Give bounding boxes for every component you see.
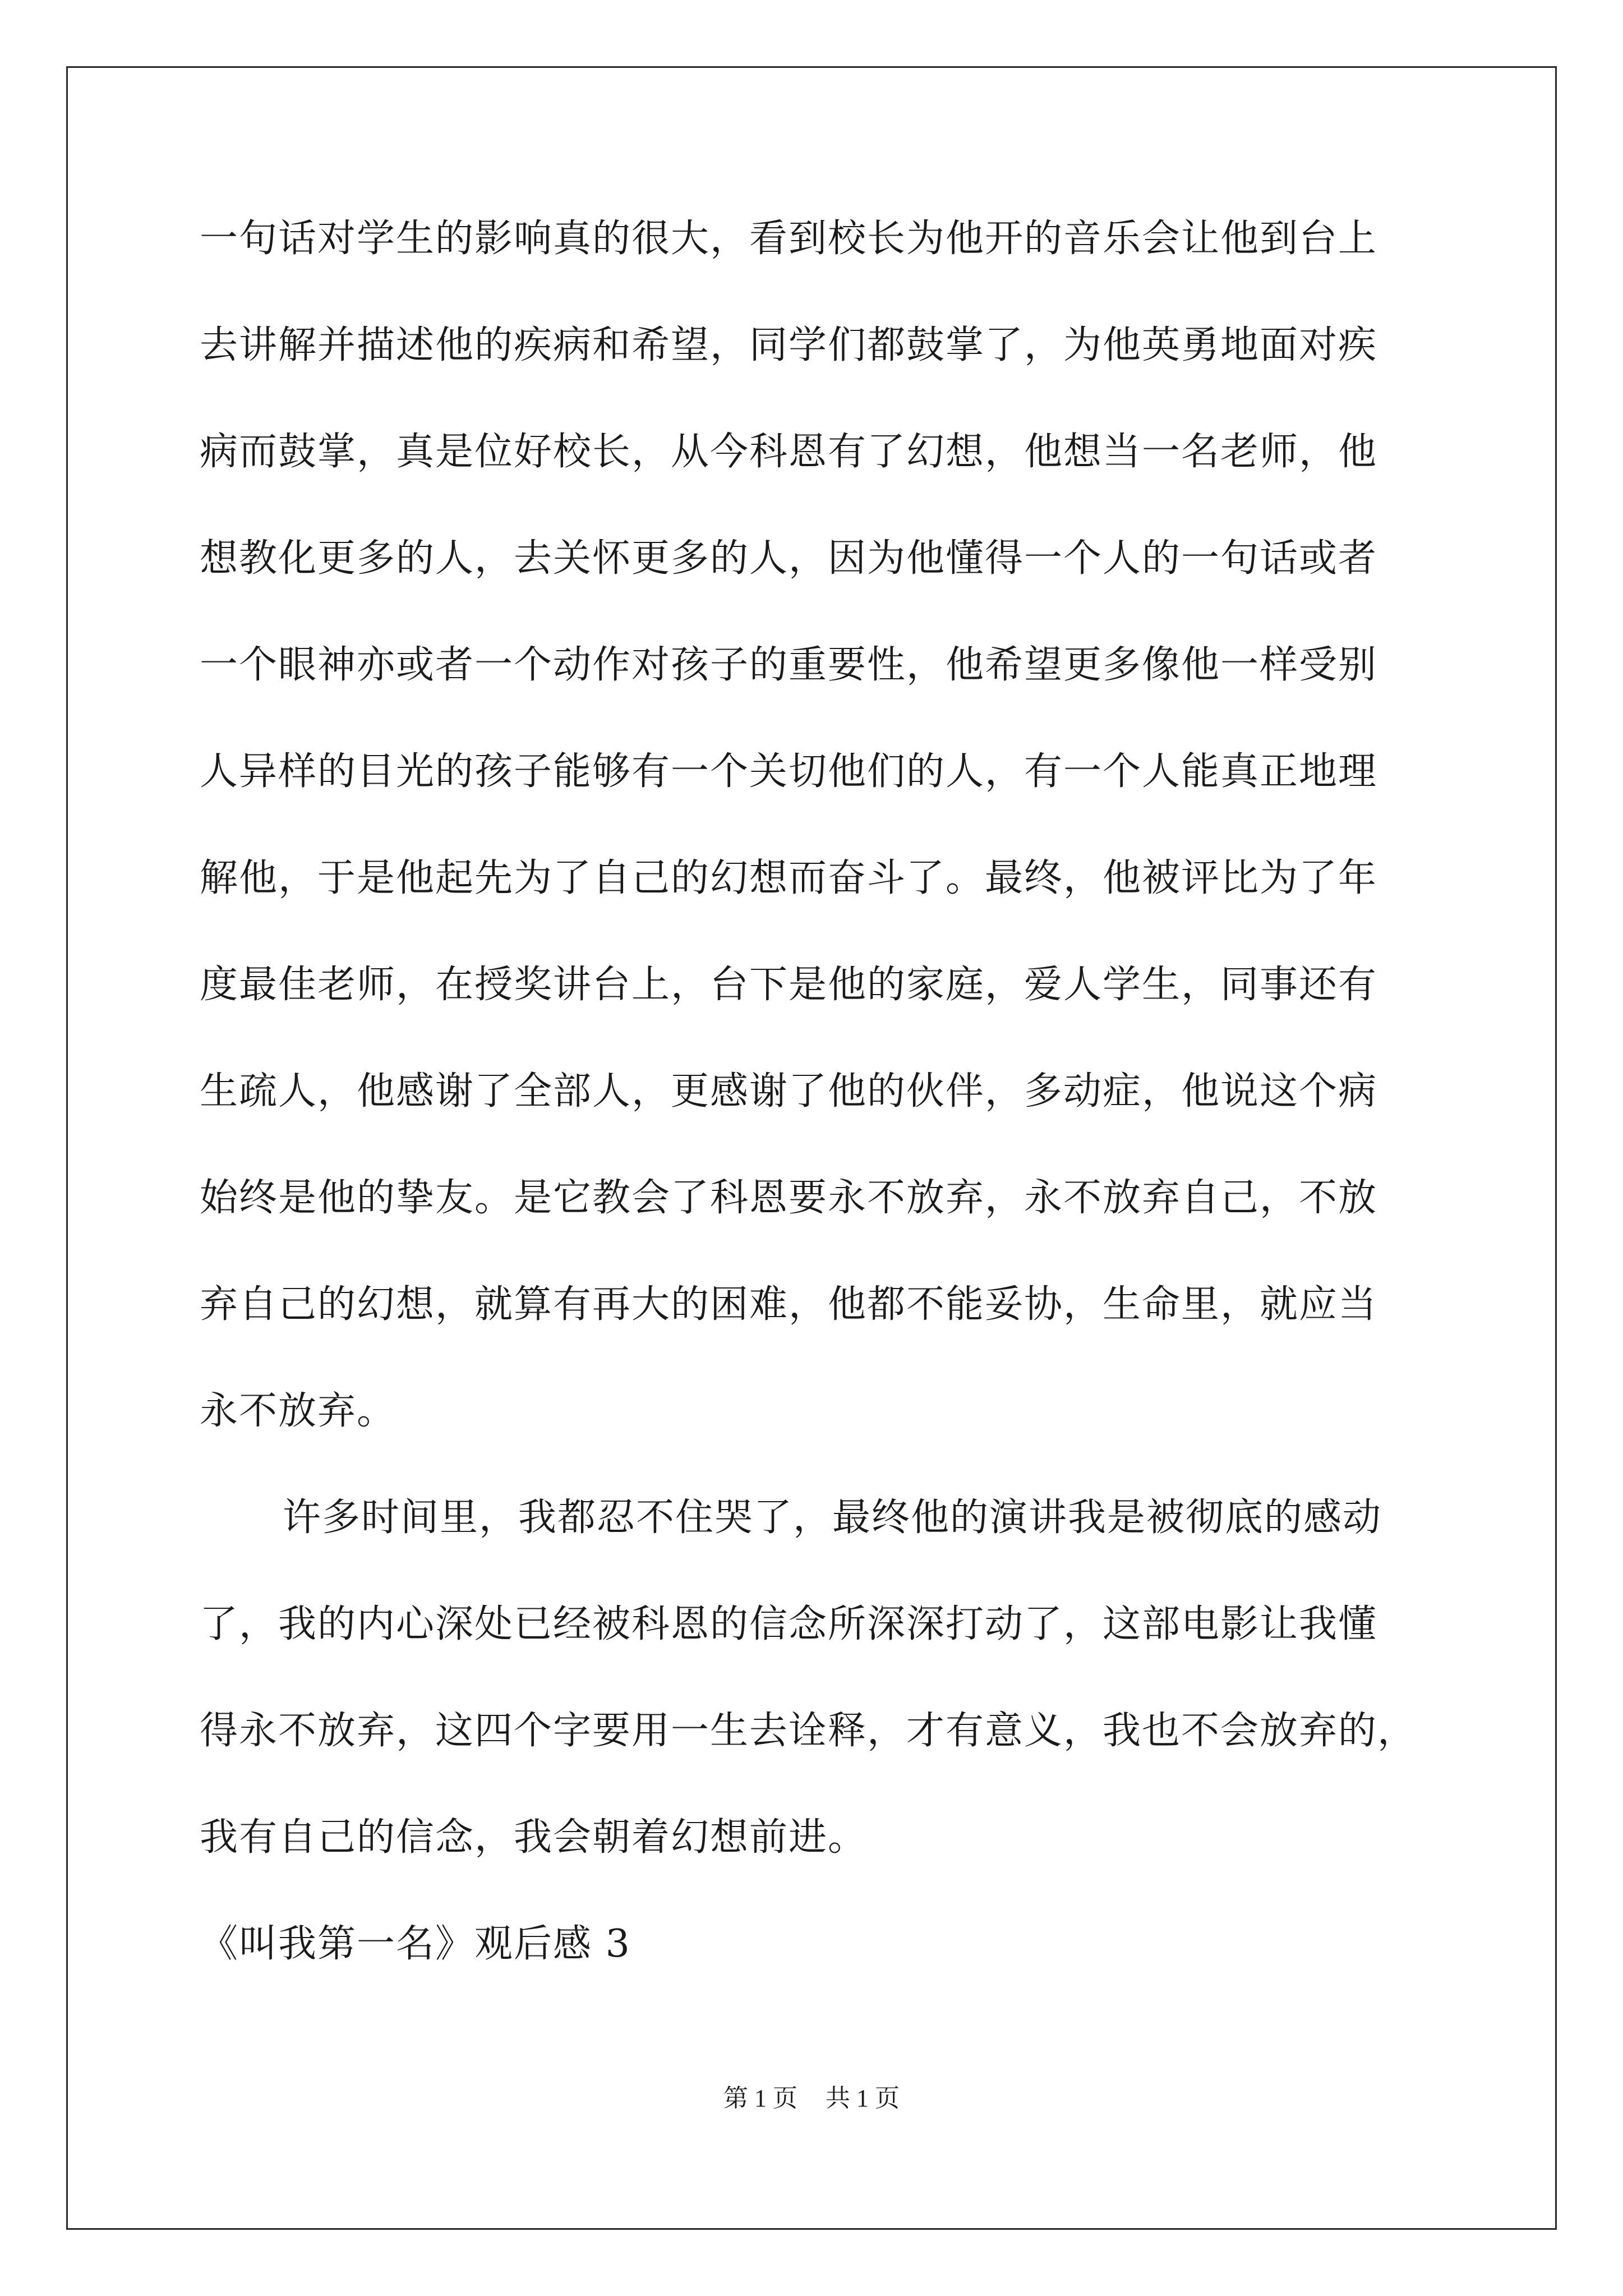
text-line: 始终是他的挚友。是它教会了科恩要永不放弃，永不放弃自己，不放 <box>200 1176 1378 1220</box>
text-line: 想教化更多的人，去关怀更多的人，因为他懂得一个人的一句话或者 <box>200 536 1378 581</box>
text-line: 得永不放弃，这四个字要用一生去诠释，才有意义，我也不会放弃的， <box>200 1709 1417 1753</box>
text-line: 了，我的内心深处已经被科恩的信念所深深打动了，这部电影让我懂 <box>200 1602 1378 1646</box>
text-line: 病而鼓掌，真是位好校长，从今科恩有了幻想，他想当一名老师，他 <box>200 430 1378 474</box>
text-line: 一个眼神亦或者一个动作对孩子的重要性，他希望更多像他一样受别 <box>200 643 1378 687</box>
text-line: 我有自己的信念，我会朝着幻想前进。 <box>200 1815 868 1860</box>
text-line: 永不放弃。 <box>200 1389 396 1433</box>
page-footer <box>0 2086 1623 2111</box>
page-total: 共 1 页 <box>826 2085 900 2112</box>
text-line: 人异样的目光的孩子能够有一个关切他们的人，有一个人能真正地理 <box>200 749 1378 794</box>
document-body <box>200 217 1456 2032</box>
text-line: 一句话对学生的影响真的很大，看到校长为他开的音乐会让他到台上 <box>200 217 1378 261</box>
text-line: 解他，于是他起先为了自己的幻想而奋斗了。最终，他被评比为了年 <box>200 856 1378 900</box>
text-line: 度最佳老师，在授奖讲台上，台下是他的家庭，爱人学生，同事还有 <box>200 963 1378 1007</box>
text-line: 去讲解并描述他的疾病和希望，同学们都鼓掌了，为他英勇地面对疾 <box>200 323 1378 367</box>
text-line: 许多时间里，我都忍不住哭了，最终他的演讲我是被彻底的感动 <box>283 1496 1382 1540</box>
text-line: 弃自己的幻想，就算有再大的困难，他都不能妥协，生命里，就应当 <box>200 1282 1378 1327</box>
section-heading: 《叫我第一名》观后感 3 <box>200 1922 631 1966</box>
text-line: 生疏人，他感谢了全部人，更感谢了他的伙伴，多动症，他说这个病 <box>200 1069 1378 1114</box>
page-number: 第 1 页 <box>723 2085 797 2112</box>
